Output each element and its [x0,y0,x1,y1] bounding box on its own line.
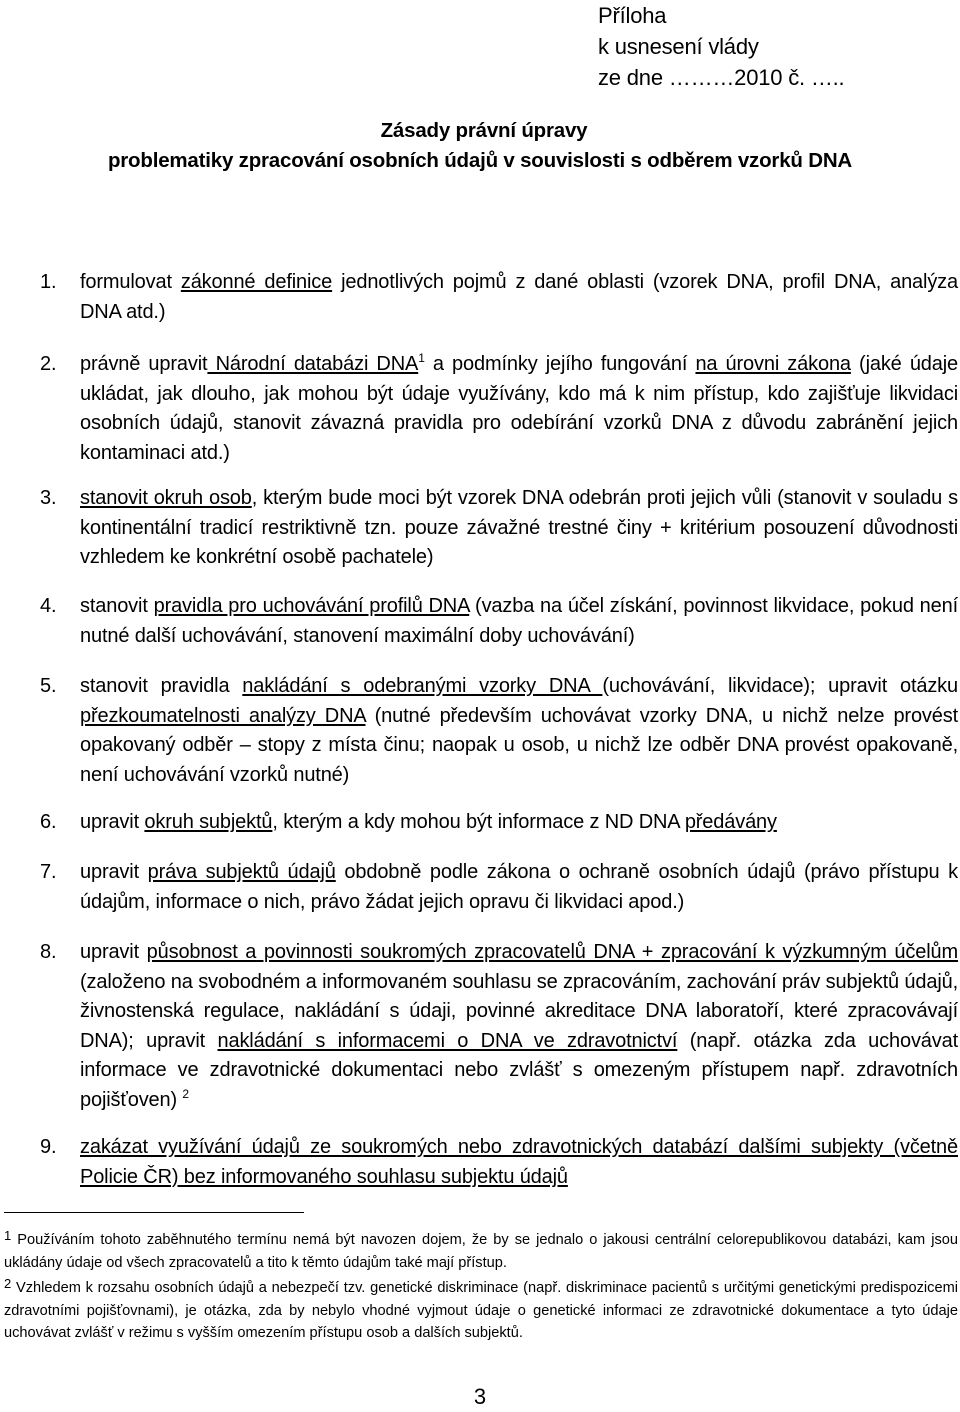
text-run: (vazba na účel získání, povinnost likvidace, pokud není nutné další uchovávání, stanovení maximální doby uchovávání) [80,595,958,647]
list-item [40,938,958,1115]
underlined-text: pravidla pro uchovávání profilů DNA [153,595,470,617]
annex-date: ze dne ………2010 č. ….. [598,65,845,90]
text-run: (např. otázka zda uchovávat informace ve zdravotnické dokumentaci nebo zvlášť s omezeným přístupem např. zdravotních pojišťoven) [80,1029,958,1111]
item-text [80,858,958,917]
item-text [80,938,958,1115]
item-text [80,1133,958,1192]
item-text [80,808,958,838]
annex-resolution: k usnesení vlády [598,34,759,59]
text-run: a podmínky jejího fungování [424,353,696,375]
page-number: 3 [473,1384,487,1409]
text-run: obdobně podle zákona o ochraně osobních údajů (právo přístupu k údajům, informace o nich, právo žádat jejich opravu či likvidaci apod.) [80,861,959,913]
underlined-text: zakázat využívání údajů ze soukromých nebo zdravotnických databází dalšími subjekty (včetně Policie ČR) bez informovaného souhlasu subjektu údajů [80,1136,958,1188]
item-text [80,672,958,790]
document-title [0,116,960,176]
underlined-text: nakládání s informacemi o DNA ve zdravotnictví [217,1029,678,1052]
annex-header [598,0,844,93]
footnote-text: Vzhledem k rozsahu osobních údajů a nebezpečí tzv. genetické diskriminace (např. diskriminace pacientů s určitými genetickými predispozicemi zdravotními pojišťovnami), je otázka, zda by nebylo vhodné vyjmout údaje o genetické informaci ze zdravotnické dokumentace a tyto údaje uchovávat zvlášť v režimu s vyšším omezením přístupu osob a dalších subjektů. [4,1280,958,1341]
annex-label: Příloha [598,3,667,28]
footnote-reference: 1 [418,351,425,365]
underlined-text: přezkoumatelnosti analýzy DNA [80,704,366,727]
underlined-text: okruh subjektů [144,811,273,833]
item-number: 4. [40,595,57,617]
list-item [40,268,958,327]
text-run: (založeno na svobodném a informovaném souhlasu se zpracováním, zachování práv subjektů údajů, živnostenská regulace, nakládání s údaji, povinné akreditace DNA laboratoří, které zpracovávají DNA); upravit [80,970,958,1052]
underlined-text: práva subjektů údajů [147,861,336,883]
text-run: formulovat [80,271,181,293]
item-text [80,268,958,327]
underlined-text: působnost a povinnosti soukromých zpracovatelů DNA + zpracování k výzkumným účelům [146,941,958,963]
underlined-text: zákonné definice [180,271,333,293]
footnote-1 [4,1229,958,1274]
underlined-text: stanovit okruh osob [80,487,252,509]
footnote-separator [4,1212,304,1213]
list-item [40,592,958,651]
item-text [80,350,958,468]
text-run: upravit [80,811,145,833]
item-number: 3. [40,487,57,509]
text-run: , kterým bude moci být vzorek DNA odebrán proti jejich vůli (stanovit v souladu s kontinentální tradicí restriktivně tzn. pouze závažné trestné činy + kritérium posouzení důvodnosti vzhledem ke konkrétní osobě pachatele) [80,487,958,568]
item-number: 7. [40,861,57,883]
footnote-reference: 2 [182,1086,189,1101]
item-number: 6. [40,811,57,833]
underlined-text: na úrovni zákona [695,353,851,375]
item-number: 8. [40,941,57,963]
list-item [40,1133,958,1192]
footnote-text: Používáním tohoto zaběhnutého termínu nemá být navozen dojem, že by se jednalo o jakousi centrální celorepublikovou databázi, kam jsou ukládány údaje od všech zpracovatelů a tito k těmto údajům také mají přístup. [4,1232,958,1271]
text-run: upravit [80,941,147,963]
text-run: právně upravit [80,353,208,375]
list-item [40,858,958,917]
footnote-mark: 1 [4,1228,12,1243]
underlined-text: nakládání s odebranými vzorky DNA [242,675,603,697]
footnote-2 [4,1277,958,1345]
underlined-text: Národní databázi DNA [207,353,419,375]
list-item [40,484,958,573]
list-item [40,672,958,790]
text-run: (jaké údaje ukládat, jak dlouho, jak mohou být údaje využívány, kdo má k nim přístup, kdo zajišťuje likvidaci osobních údajů, stanovit závazná pravidla pro odebírání vzorků DNA z důvodu zabránění jejich kontaminaci atd.) [80,353,959,464]
text-run: jednotlivých pojmů z dané oblasti (vzorek DNA, profil DNA, analýza DNA atd.) [80,271,958,323]
text-run: , kterým a kdy mohou být informace z ND DNA [272,811,685,833]
item-text [80,484,958,573]
item-number: 1. [40,271,57,293]
text-run: upravit [80,861,148,883]
text-run: (uchovávání, likvidace); upravit otázku [602,675,958,697]
title-line-1: Zásady právní úpravy [380,119,588,142]
list-item [40,808,958,838]
footnote-mark: 2 [4,1276,12,1291]
text-run: (nutné především uchovávat vzorky DNA, u nichž nelze provést opakovaný odběr – stopy z místa činu; naopak u osob, u nichž lze odběr DNA provést opakovaně, není uchovávání vzorků nutné) [80,704,958,786]
item-number: 9. [40,1136,57,1158]
title-line-2: problematiky zpracování osobních údajů v souvislosti s odběrem vzorků DNA [107,149,853,172]
list-item [40,350,958,468]
item-number: 2. [40,353,57,375]
item-text [80,592,958,651]
text-run: stanovit pravidla [80,675,243,697]
text-run: stanovit [80,595,154,617]
item-number: 5. [40,675,57,697]
underlined-text: předávány [684,811,777,833]
